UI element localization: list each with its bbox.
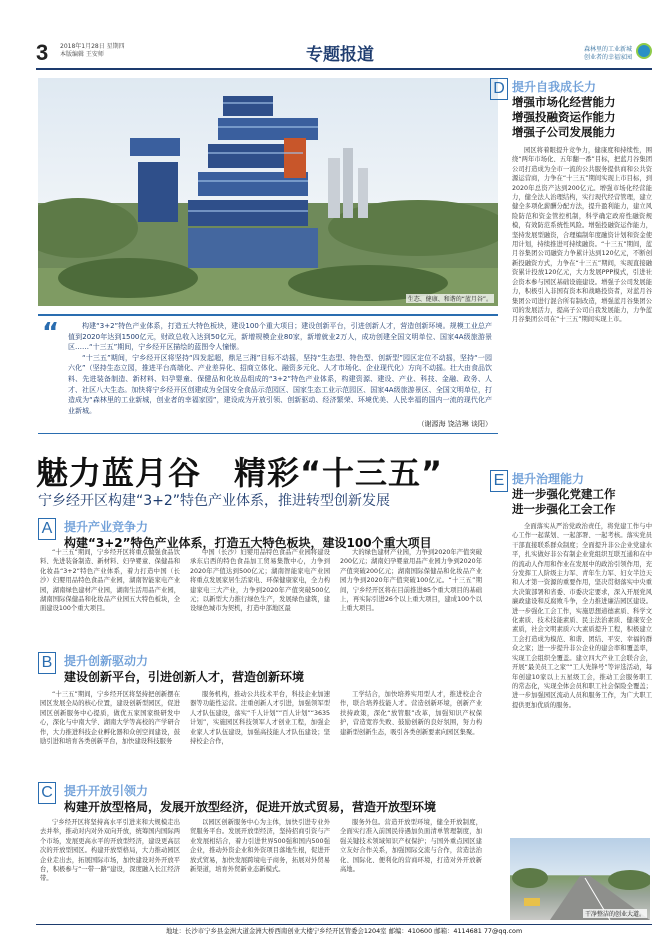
section-letter: B xyxy=(38,652,56,674)
page-footer: 地址：长沙市宁乡县金洲大道金洲大桥西南创业大楼宁乡经开区管委会1204室 邮编：410600 邮箱：4114681 77@qq.com xyxy=(36,924,652,938)
section-heading-line-2: 进一步强化工会工作 xyxy=(512,502,616,516)
section-heading-line-2: 增强投融资运作能力 xyxy=(512,110,616,124)
logo-slogan-2: 创业者的幸福家园 xyxy=(583,54,632,61)
section-heading-line-3: 增强子公司发展能力 xyxy=(512,125,616,139)
section-a-column-3 xyxy=(340,548,482,642)
section-kicker: 提升创新驱动力 xyxy=(64,654,149,668)
section-c-column-3 xyxy=(340,818,482,918)
body-text: 全面落实从严治党政治责任，将党建工作与中心工作一起谋划、一起部署、一起考核。落实党员干部直接联系群众制度；全面提升非公企业党建水平，扎实做好非公有制企业党组织互联互通和在中的流动人作用和作业在发展中的政治引领作用，充分发挥工人阶级主力军、青年生力军、妇女半边天和人才第一资源的重要作用，坚决贯彻落实中央重大决策部署和省委、市委决定要求，深入开展党风廉政建设和反腐败斗争，全力推进廉洁园区建设。进一步强化工会工作，实施思想道德素质、科学文化素质、技术技能素质、民主法治素质、健康安全素质，社会文明素质六大素质提升工程，积极建立工会打造成为模范、和谐、团结、平安、幸福的群众之家；进一步提升非公企业的建会率和覆盖率，实现工会组织全覆盖。建立四大产业工会联合会，开展“最美员工之家”“工人先锋号”等评选活动，每年创建10家以上五星级工会，推动工会服务职工的常态化，实现全体会员和职工社会保险全覆盖；进一步加强园区流动人员和服务工作，为广大职工提供更加优质的服务。 xyxy=(512,523,652,709)
logo-mark-icon xyxy=(636,43,652,59)
section-b-column-2 xyxy=(190,690,330,758)
section-letter: D xyxy=(490,78,508,100)
section-letter: C xyxy=(38,782,56,804)
section-a-column-1 xyxy=(40,548,180,642)
section-heading: 建设创新平台，引进创新人才，营造创新环境 xyxy=(64,670,305,684)
header-rule xyxy=(36,68,652,70)
section-d-header xyxy=(490,78,652,148)
section-title: 专题报道 xyxy=(306,45,374,65)
body-text: 园区将着眼提升竞争力，健康度和持续性，围绕“两年市场化、五年翻一番”目标，把蓝月谷集团公司打造成为全市一流的公共服务提供商和公共资源运营商，力争在“十三五”期间实现上市目标，到2020年总资产达到200亿元。增强市场化经营能力，健全法人治理结构，实行现代经营管理，建立健全多项化薪酬分配方法，提升盈利能力，建立风险防范和资金管控机制，科学确定政府性融资规模，有效防范系统性风险。增强投融资运作能力，坚持发展型融资，合理编制年度融资计划和资金使用计划，持续推进可持续融资。“十三五”期间，蓝月谷集团公司融资力争累计达到120亿元，不断创新投融资方式，力争在“十三五”期间，实现直接融资累计投放120亿元，大力发展PPP模式，引进社会资本参与园区基础设施建设。增强子公司发展能力，积极引入非国有资本和战略投资者，对蓝月谷集团公司进行混合所有制改造，增强蓝月谷集团公司的发展活力，提高子公司自我发展能力，力争蓝月谷集团公司在“十三五”期间实现上市。 xyxy=(512,147,652,324)
building-illustration xyxy=(38,78,498,306)
section-kicker: 提升产业竞争力 xyxy=(64,520,149,534)
section-heading-line-1: 进一步强化党建工作 xyxy=(512,487,616,501)
body-text: “十三五”期间，宁乡经开区将重点做强食品饮料、先进装备制造、新材料、妇孕婴童、保健品和化妆品“3+2”特色产业体系，着力打造中国（长沙）妇婴用品特色食品产业园，湖南智能家电产业园，湖南绿色建材产业园，湖南生活用品产业园，湖南国际保健品和化妆品产业园五大特色板块，全面建设100个重大项目。 xyxy=(40,549,180,613)
section-e-header xyxy=(490,470,652,530)
section-c-column-2 xyxy=(190,818,330,918)
section-a-column-2 xyxy=(190,548,330,642)
body-text: 服务机构，推动公共技术平台，科技企业加速器等功能性运营。注重创新人才引进，加强领军型人才队伍建设，落实“千人计划”“百人计划”“3635计划”，实施园区科技领军人才创业工程，加强企业家人才队伍建设，加强高技能人才队伍建设；坚持校企合作， xyxy=(190,691,330,746)
photo-caption: 生态、健康、和谐的“蓝月谷”。 xyxy=(407,296,492,303)
section-c-column-1 xyxy=(40,818,180,918)
section-letter: E xyxy=(490,470,508,492)
quote-mark-icon: “ xyxy=(42,318,60,348)
body-text: 中国（长沙）妇婴用品特色食品产业园将建设承东启西的特色食品加工贸易集散中心，力争到2020年产值达到500亿元；湖南智能家电产业园将重点发展家居生活家电、环保健康家电，全力构建家电三大产业，力争到2020年产值突破500亿元；以新型大力推行绿色生产，发展绿色建筑，建设绿色城市为契机，打造中部地区最 xyxy=(190,549,330,613)
hero-photo xyxy=(38,78,498,306)
body-text: 大的绿色建材产业园，力争到2020年产值突破200亿元；湖南妇孕婴童用品产业园力争到2020年产值突破200亿元；湖南国际保健品和化妆品产业园力争到2020年产值突破100亿元。“十三五”期间，宁乡经开区将在目前推进85个重大项目的基础上，再实际引进26个以上重大项目，建成100个以上重大项目。 xyxy=(340,549,482,613)
date-text: 2018年1月28日 星期四 xyxy=(60,43,125,50)
section-b-column-3 xyxy=(340,690,482,758)
body-text: 宁乡经开区将坚持高水平引进来和大规模走出去并举，推动对内对外双向开放，统筹国内国际两个市场，发展更高水平的开放型经济，建设更高层次的开放型园区。构建开放型格局，大力推动园区企业走出去，拓展国际市场，加快建设对外开放平台，积极参与“一带一路”建设，深度融入长江经济带。 xyxy=(40,819,180,883)
intro-paragraph-1: 构建“3+2”特色产业体系，打造五大特色板块，建设100个重大项目；建设创新平台，引进创新人才，营造创新环境。规模工业总产值到2020年达到1500亿元，财政总收入达到50亿元，新增规模企业80家，新增就业2万人，成功创建全国文明单位、国家4A级旅游景区……“十三五”期间，宁乡经开区描绘的蓝图令人憧憬。 xyxy=(68,322,492,352)
body-text: 以园区创新服务中心为主体，加快引进专业外贸服务平台。发展开放型经济，坚持招商引资与产业发展相结合，着力引进世界500强和国内500强企业，推动外资企业和外资项目落地生根，促进开放式贸易，加快发展跨境电子商务，拓展对外贸易新渠道，培育外贸新业态新模式。 xyxy=(190,819,330,874)
section-kicker: 提升开放引领力 xyxy=(64,784,149,798)
intro-paragraph-2: “十三五”期间，宁乡经开区将坚持“四发起超，鼎足三湘”目标不动摇，坚持“生态型、特色型、创新型”园区定位不动摇，坚持“一园六化”（坚持生态立园，推进平台高端化、产业差异化、招商立体化、融资多元化、人才市场化、企业现代化）方向不动摇。壮大由食品饮料、先进装备制造、新材料、妇孕婴童、保健品和化妆品组成的“3+2”特色产业体系，构建资源、建设、产业、科技、金融、政务、人才、社区八大生态。加快将宁乡经开区创建成为全国安全食品示范园区、国家生态工业示范园区、国家4A级旅游景区、全国文明单位，打造成为“森林里的工业新城，创业者的幸福家园”，建设成为开放引领、创新驱动、经济繁荣、环境优美、人民幸福的国内一流的现代化产业新城。 xyxy=(68,353,492,415)
section-kicker: 提升自我成长力 xyxy=(512,80,597,94)
page-header xyxy=(36,38,652,68)
logo-slogan-1: 森林里的工业新城 xyxy=(583,46,632,53)
body-text: “十三五”期间，宁乡经开区将坚持把创新摆在园区发展全局的核心位置，建设创新型园区，促进园区创新服务中心提质，做优五家国家级研发中心，深化与中南大学、湖南大学等高校的产学研合作，大力推进科技企业孵化器和众创空间建设，鼓励引进和培育各类创新平台，加快建设科技服务 xyxy=(40,691,180,746)
body-text: 工学结合，加快培养实用型人才，推进校企合作，联合培养技能人才。营造创新环境，创新产业扶持政策，深化“放管服”改革，加强知识产权保护，营造宽容失败、鼓励创新的良好氛围，努力构建新型创新生态，吸引各类创新要素向园区集聚。 xyxy=(340,691,482,736)
section-heading-line-1: 增强市场化经营能力 xyxy=(512,95,616,109)
section-e-body xyxy=(512,522,652,832)
editors-text: 本版编辑 王安师 xyxy=(60,51,104,58)
main-title: 魅力蓝月谷 精彩“十三五” xyxy=(36,454,444,492)
page-number: 3 xyxy=(36,40,49,65)
section-letter: A xyxy=(38,518,56,540)
section-d-body xyxy=(512,146,652,456)
section-b-column-1 xyxy=(40,690,180,758)
park-logo xyxy=(556,42,652,64)
road-photo xyxy=(510,838,650,920)
section-heading: 构建“3+2”特色产业体系，打造五大特色板块，建设100个重大项目 xyxy=(64,536,432,550)
section-b-header xyxy=(38,652,484,692)
intro-box xyxy=(38,314,498,434)
main-subtitle: 宁乡经开区构建“3+2”特色产业体系，推进转型创新发展 xyxy=(38,493,391,509)
section-c-header xyxy=(38,782,484,822)
issue-date xyxy=(60,43,125,59)
section-heading: 构建开放型格局，发展开放型经济，促进开放式贸易，营造开放型环境 xyxy=(64,800,437,814)
section-kicker: 提升治理能力 xyxy=(512,472,585,486)
body-text: 服务外包。营造开放型环境，健全开放制度，全面实行准入前国民待遇加负面清单管理制度，加强关键技术领域知识产权保护；与国外重点园区建立友好合作关系，加强国际交流与合作，营造法治化、国际化、便利化的营商环境，打造对外开放新高地。 xyxy=(340,819,482,874)
intro-signature: （谢源海 饶洁琳 谈阳） xyxy=(417,420,492,428)
road-photo-caption: 干净整洁的创业大道。 xyxy=(584,911,645,918)
road-illustration xyxy=(510,838,650,920)
